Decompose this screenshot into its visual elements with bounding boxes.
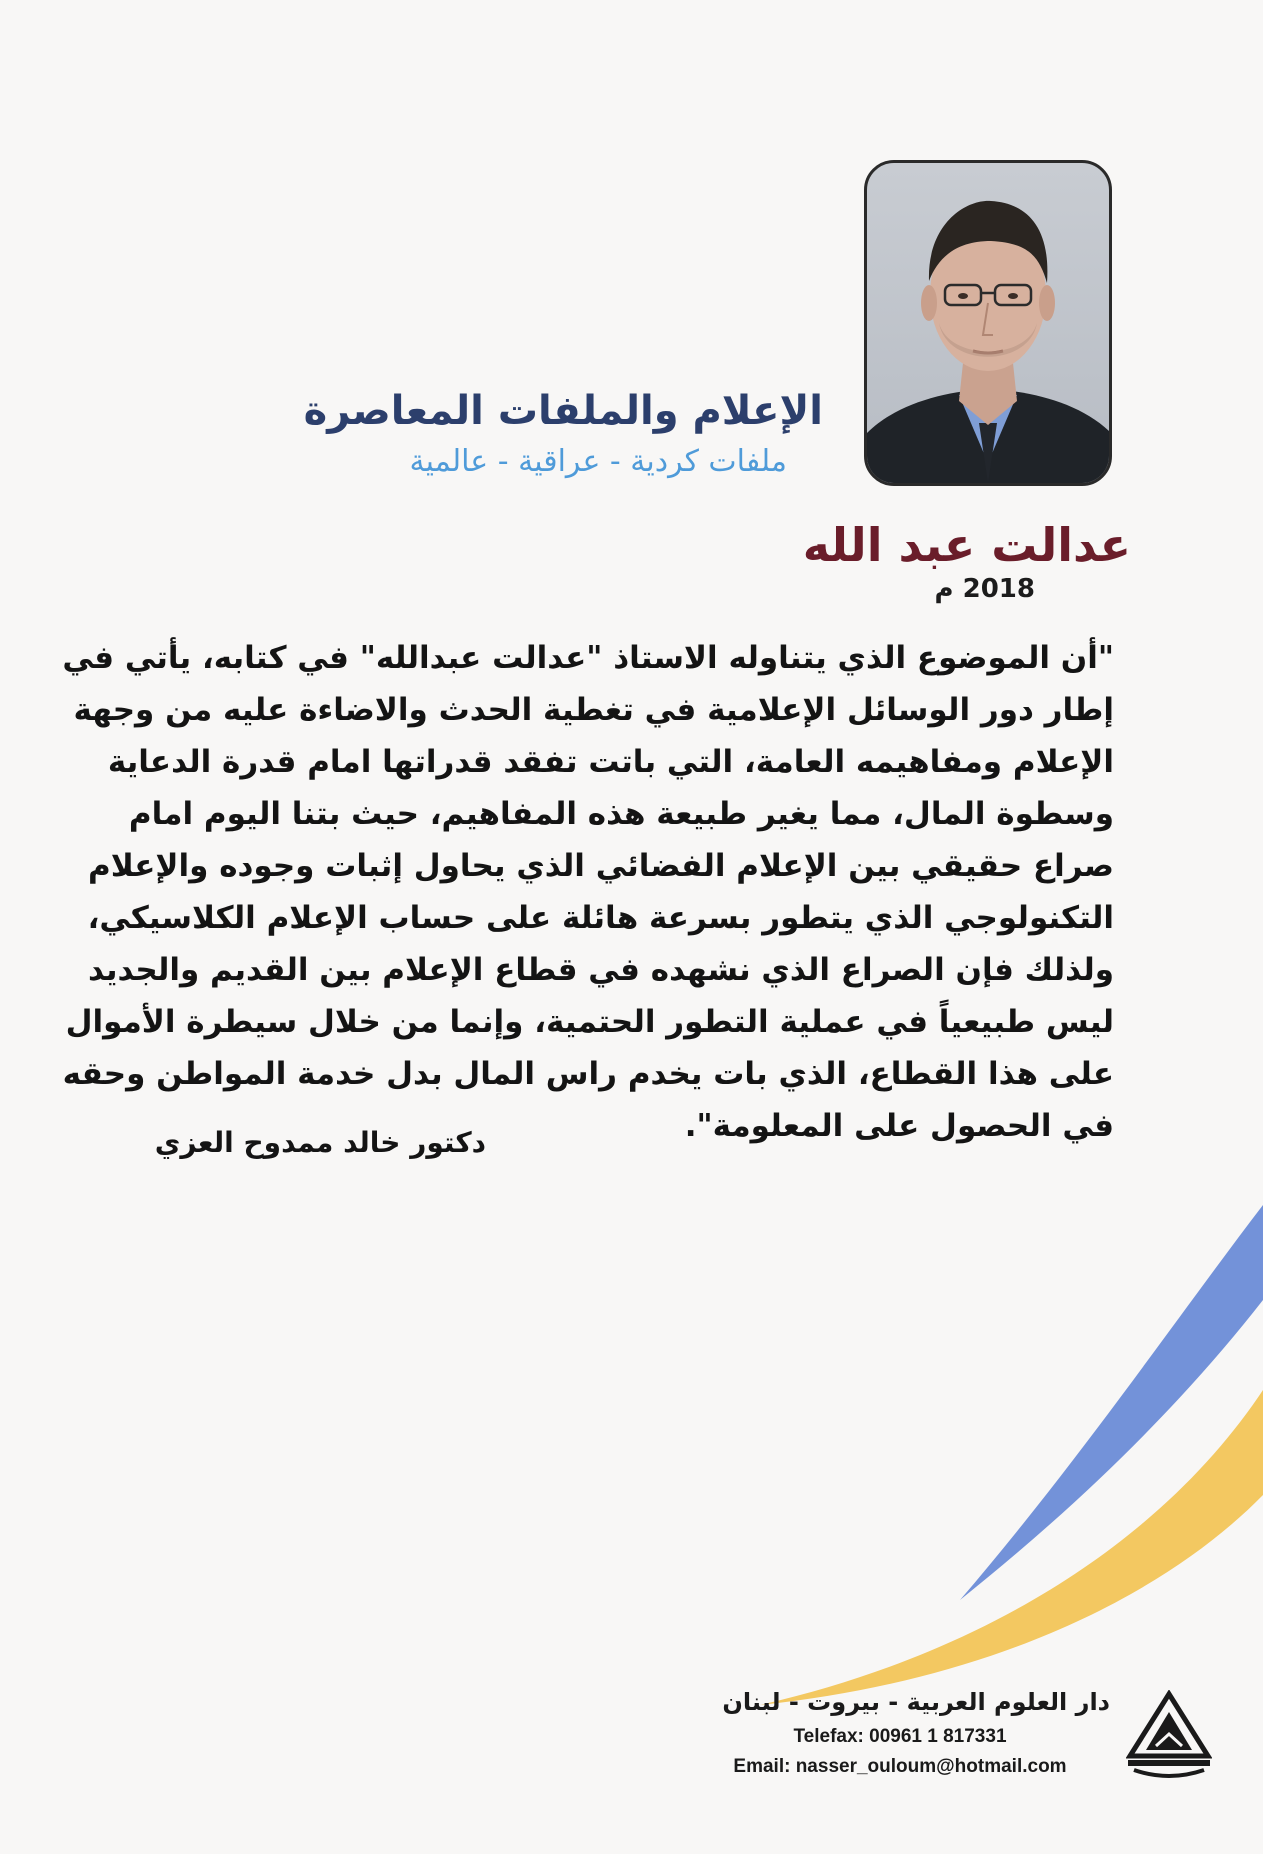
blurb-line: التكنولوجي الذي يتطور بسرعة هائلة على حساب الإعلام الكلاسيكي، xyxy=(87,900,1114,936)
book-title: الإعلام والملفات المعاصرة xyxy=(303,388,823,434)
blurb-line: ولذلك فإن الصراع الذي نشهده في قطاع الإعلام بين القديم والجديد xyxy=(87,952,1114,988)
publisher-name: دار العلوم العربية - بيروت - لبنان xyxy=(722,1688,1110,1716)
book-subtitle: ملفات كردية - عراقية - عالمية xyxy=(409,444,787,479)
publisher-telefax: Telefax: 00961 1 817331 xyxy=(793,1726,1007,1747)
blue-swoosh xyxy=(960,1205,1263,1600)
publisher-email: Email: nasser_ouloum@hotmail.com xyxy=(733,1756,1067,1777)
author-name: عدالت عبد الله xyxy=(802,518,1131,572)
publication-year: 2018 م xyxy=(934,574,1035,604)
author-portrait-icon xyxy=(867,163,1109,483)
blurb-line: ليس طبيعياً في عملية التطور الحتمية، وإنما من خلال سيطرة الأموال xyxy=(65,1004,1114,1040)
blurb-line: صراع حقيقي بين الإعلام الفضائي الذي يحاول إثبات وجوده والإعلام xyxy=(87,848,1114,884)
pyramid-book-logo-icon xyxy=(1126,1690,1212,1780)
blurb-line: الإعلام ومفاهيمه العامة، التي باتت تفقد قدراتها امام قدرة الدعاية xyxy=(107,744,1114,780)
blurb-line: "أن الموضوع الذي يتناوله الاستاذ "عدالت عبدالله" في كتابه، يأتي في xyxy=(62,640,1114,676)
publisher-info xyxy=(690,1688,1110,1782)
blurb-paragraph xyxy=(62,632,1114,1152)
blurb-line: إطار دور الوسائل الإعلامية في تغطية الحدث والاضاءة عليه من وجهة xyxy=(73,692,1114,728)
blurb-line: على هذا القطاع، الذي بات يخدم راس المال بدل خدمة المواطن وحقه xyxy=(62,1056,1114,1092)
blurb-signature: دكتور خالد ممدوح العزي xyxy=(154,1126,486,1159)
blurb-line: في الحصول على المعلومة". xyxy=(684,1108,1114,1144)
author-photo xyxy=(864,160,1112,486)
blurb-line: وسطوة المال، مما يغير طبيعة هذه المفاهيم، حيث بتنا اليوم امام xyxy=(128,796,1114,832)
